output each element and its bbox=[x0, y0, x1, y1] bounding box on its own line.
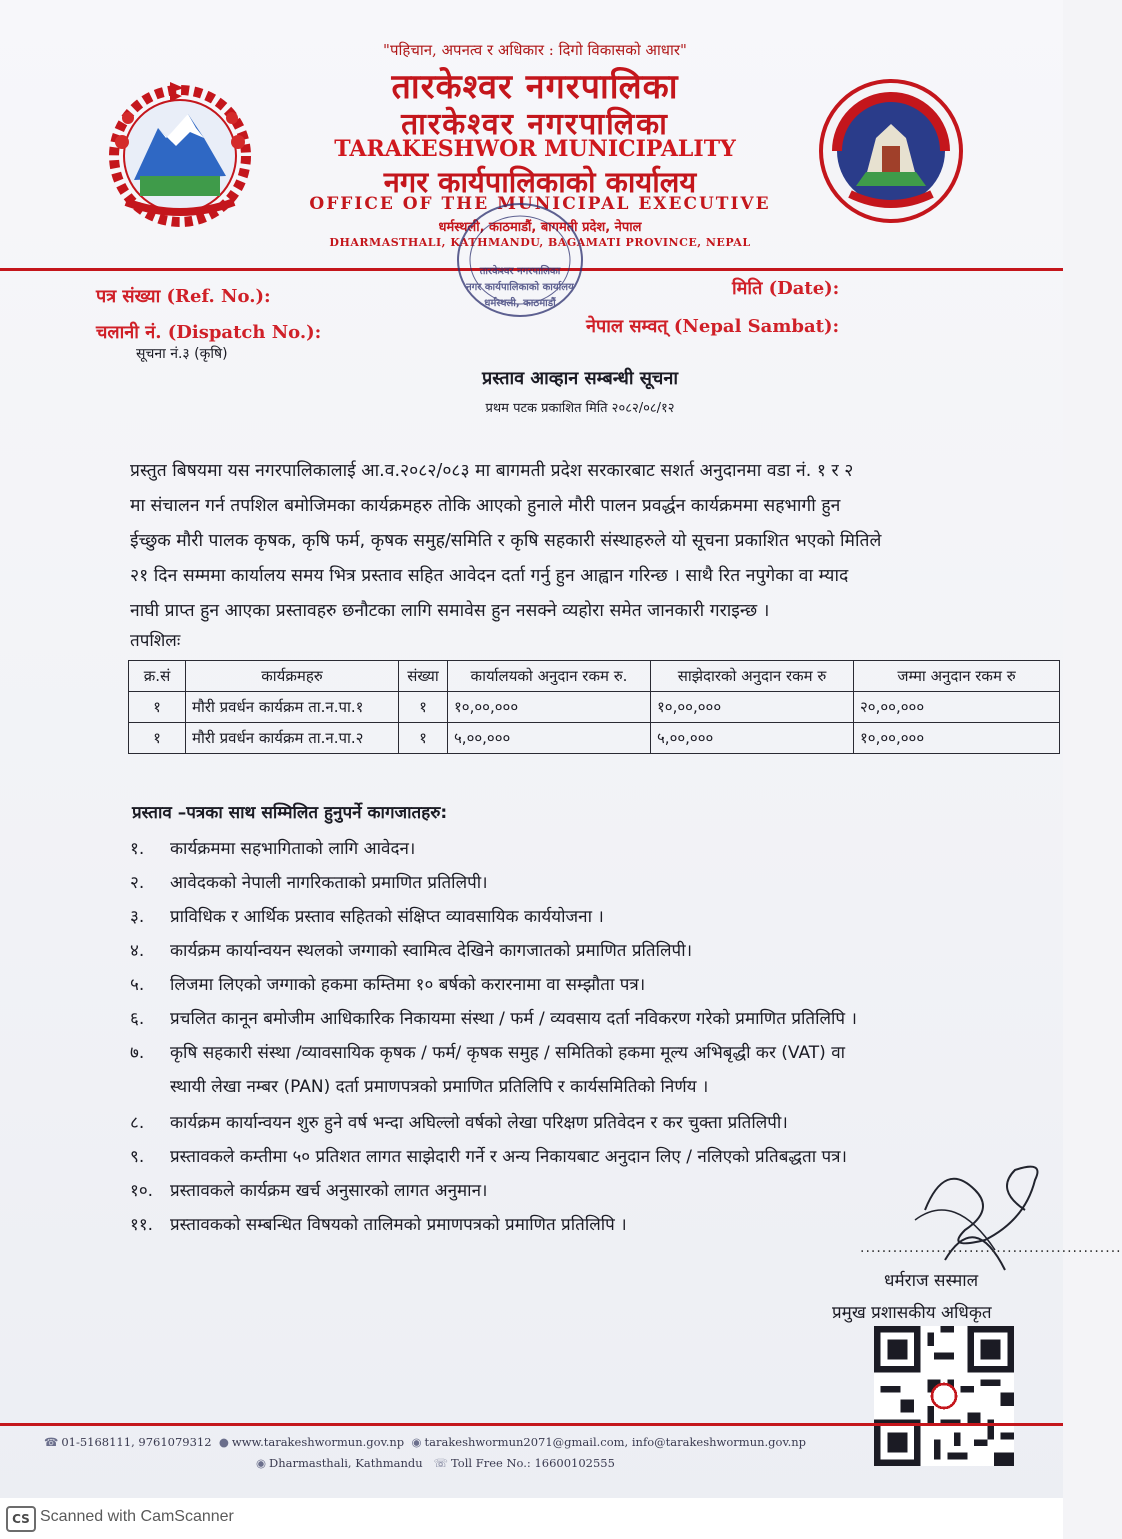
list-item-number: ५. bbox=[130, 975, 145, 995]
cell-count: १ bbox=[399, 723, 448, 754]
municipality-name-np-script: तारकेश्वर नगरपालिका bbox=[401, 107, 669, 142]
notice-title: प्रस्ताव आव्हान सम्बन्धी सूचना bbox=[481, 368, 679, 389]
stamp-icon bbox=[430, 185, 610, 335]
list-item-number: ४. bbox=[130, 941, 145, 961]
list-item bbox=[130, 1106, 1050, 1140]
list-item-text: आवेदकको नेपाली नागरिकताको प्रमाणित प्रतिलिपी। bbox=[170, 873, 488, 893]
list-item bbox=[130, 866, 1050, 900]
office-name-np: नगर कार्यपालिकाको कार्यालय bbox=[383, 165, 697, 199]
notice-line: २१ दिन सम्ममा कार्यालय समय भित्र प्रस्ताव सहित आवेदन दर्ता गर्नु हुन आह्वान गरिन्छ । साथै रित नपुगेका वा म्याद bbox=[130, 566, 849, 586]
cell-count: १ bbox=[399, 692, 448, 723]
list-item-number: ७. bbox=[130, 1043, 145, 1063]
scanner-watermark: Scanned with CamScanner bbox=[40, 1508, 234, 1525]
email-icon: ◉ bbox=[411, 1435, 422, 1449]
address-np: धर्मस्थली, काठमाडौं, बागमती प्रदेश, नेपाल bbox=[438, 220, 642, 235]
notice-body bbox=[130, 454, 1050, 629]
list-item bbox=[130, 1002, 1050, 1036]
notice-number: सूचना नं.३ (कृषि) bbox=[136, 346, 228, 362]
cell-serial: १ bbox=[129, 692, 186, 723]
ref-no-label: पत्र संख्या (Ref. No.): bbox=[96, 286, 271, 307]
stamp-line-3: धर्मस्थली, काठमाडौं bbox=[484, 298, 556, 309]
col-partner-grant: साझेदारको अनुदान रकम रु bbox=[651, 661, 854, 692]
scanner-bar bbox=[0, 1498, 1063, 1539]
notice-line: मा संचालन गर्न तपशिल बमोजिमका कार्यक्रमहरु तोकि आएको हुनाले मौरी पालन प्रवर्द्धन कार्यक्रममा सहभागी हुन bbox=[130, 496, 841, 516]
cell-total-grant: २०,००,००० bbox=[854, 692, 1060, 723]
office-stamp bbox=[430, 185, 610, 335]
cell-program: मौरी प्रवर्धन कार्यक्रम ता.न.पा.१ bbox=[186, 692, 399, 723]
list-item-number: ३. bbox=[130, 907, 145, 927]
list-item-text: प्रस्तावकले कार्यक्रम खर्च अनुसारको लागत अनुमान। bbox=[170, 1181, 488, 1201]
signatory-title: प्रमुख प्रशासकीय अधिकृत bbox=[832, 1303, 992, 1323]
phone-icon: ☎ bbox=[44, 1435, 59, 1449]
table-header-row bbox=[129, 661, 1060, 692]
signatory-name: धर्मराज सस्माल bbox=[884, 1271, 979, 1291]
list-item bbox=[130, 934, 1050, 968]
cell-partner-grant: ५,००,००० bbox=[651, 723, 854, 754]
list-item-number: ९. bbox=[130, 1147, 145, 1167]
cell-office-grant: १०,००,००० bbox=[448, 692, 651, 723]
list-item-number: १०. bbox=[130, 1181, 154, 1201]
list-item bbox=[130, 900, 1050, 934]
notice-line: प्रस्तुत बिषयमा यस नगरपालिकालाई आ.व.२०८२/०८३ मा बागमती प्रदेश सरकारबाट सशर्त अनुदानमा वडा नं. १ र २ bbox=[130, 461, 854, 481]
nepal-sambat-label: नेपाल सम्वत् (Nepal Sambat): bbox=[586, 316, 840, 337]
signature-icon bbox=[885, 1150, 1055, 1280]
location-icon: ◉ bbox=[256, 1456, 267, 1470]
program-table bbox=[128, 660, 1060, 754]
list-item bbox=[130, 1036, 1050, 1106]
signature-line: ................................................ bbox=[860, 1240, 1122, 1256]
notice-published-date: प्रथम पटक प्रकाशित मिति २०८२/०८/१२ bbox=[485, 401, 675, 416]
municipality-name-en: TARAKESHWOR MUNICIPALITY bbox=[334, 136, 736, 162]
list-item-text: प्राविधिक र आर्थिक प्रस्ताव सहितको संक्षिप्त व्यावसायिक कार्ययोजना । bbox=[170, 907, 604, 927]
list-item-number: ११. bbox=[130, 1215, 154, 1235]
list-item-text: प्रस्तावकको सम्बन्धित विषयको तालिमको प्रमाणपत्रको प्रमाणित प्रतिलिपि । bbox=[170, 1215, 627, 1235]
telephone-icon: ☏ bbox=[433, 1456, 449, 1470]
table-row bbox=[129, 723, 1060, 754]
list-item-text: कार्यक्रम कार्यान्वयन स्थलको जग्गाको स्वामित्व देखिने कागजातको प्रमाणित प्रतिलिपी। bbox=[170, 941, 693, 961]
notice-line: ईच्छुक मौरी पालक कृषक, कृषि फर्म, कृषक समुह/समिति र कृषि सहकारी संस्थाहरुले यो सूचना प्रकाशित भएको मितिले bbox=[130, 531, 882, 551]
details-label: तपशिलः bbox=[130, 631, 181, 651]
notice-line: नाघी प्राप्त हुन आएका प्रस्तावहरु छनौटका लागि समावेस हुन नसक्ने व्यहोरा समेत जानकारी गराइन्छ । bbox=[130, 601, 770, 621]
date-label: मिति (Date): bbox=[732, 278, 840, 299]
col-office-grant: कार्यालयको अनुदान रकम रु. bbox=[448, 661, 651, 692]
list-item-text-continued: स्थायी लेखा नम्बर (PAN) दर्ता प्रमाणपत्रको प्रमाणित प्रतिलिपि र कार्यसमितिको निर्णय । bbox=[170, 1077, 709, 1097]
footer-phone: 01-5168111, 9761079312 bbox=[61, 1435, 212, 1449]
camscanner-logo-icon: CS bbox=[6, 1506, 36, 1532]
header-slogan: "पहिचान, अपनत्व र अधिकार : दिगो विकासको आधार" bbox=[383, 41, 687, 59]
cell-office-grant: ५,००,००० bbox=[448, 723, 651, 754]
cell-total-grant: १०,००,००० bbox=[854, 723, 1060, 754]
list-item-text: लिजमा लिएको जग्गाको हकमा कम्तिमा १० बर्षको करारनामा वा सम्झौता पत्र। bbox=[170, 975, 646, 995]
cell-partner-grant: १०,००,००० bbox=[651, 692, 854, 723]
col-program: कार्यक्रमहरु bbox=[186, 661, 399, 692]
stamp-line-1: तारकेश्वर नगरपालिका bbox=[479, 266, 561, 277]
list-item-text: प्रचलित कानून बमोजीम आधिकारिक निकायमा संस्था / फर्म / व्यवसाय दर्ता नविकरण गरेको प्रमाणित प्रतिलिपि । bbox=[170, 1009, 857, 1029]
list-item-number: ८. bbox=[130, 1113, 145, 1133]
col-count: संख्या bbox=[399, 661, 448, 692]
stamp-line-2: नगर कार्यपालिकाको कार्यालय bbox=[466, 282, 574, 293]
footer-divider bbox=[0, 1423, 1063, 1426]
footer-address bbox=[256, 1456, 615, 1470]
table-row bbox=[129, 692, 1060, 723]
list-item bbox=[130, 968, 1050, 1002]
cell-program: मौरी प्रवर्धन कार्यक्रम ता.न.पा.२ bbox=[186, 723, 399, 754]
list-item bbox=[130, 832, 1050, 866]
address-en: DHARMASTHALI, KATHMANDU, BAGAMATI PROVINCE, NEPAL bbox=[329, 236, 751, 249]
dispatch-no-label: चलानी नं. (Dispatch No.): bbox=[96, 322, 322, 343]
col-total-grant: जम्मा अनुदान रकम रु bbox=[854, 661, 1060, 692]
footer-email[interactable]: tarakeshwormun2071@gmail.com, info@tarakeshwormun.gov.np bbox=[424, 1435, 807, 1449]
municipality-name-np: तारकेश्वर नगरपालिका bbox=[391, 67, 679, 107]
cell-serial: १ bbox=[129, 723, 186, 754]
list-item-number: १. bbox=[130, 839, 145, 859]
list-item-number: २. bbox=[130, 873, 145, 893]
footer-contacts bbox=[44, 1435, 806, 1449]
footer-website[interactable]: www.tarakeshwormun.gov.np bbox=[231, 1435, 405, 1449]
qr-code-icon bbox=[868, 1326, 1020, 1466]
globe-icon: ● bbox=[218, 1435, 229, 1449]
list-item-text: प्रस्तावकले कम्तीमा ५० प्रतिशत लागत साझेदारी गर्ने र अन्य निकायबाट अनुदान लिए / नलिएको प्रतिबद्धता पत्र। bbox=[170, 1147, 847, 1167]
col-serial: क्र.सं bbox=[129, 661, 186, 692]
list-item-text: कार्यक्रममा सहभागिताको लागि आवेदन। bbox=[170, 839, 416, 859]
list-item-text: कार्यक्रम कार्यान्वयन शुरु हुने वर्ष भन्दा अघिल्लो वर्षको लेखा परिक्षण प्रतिवेदन र कर चुक्ता प्रतिलिपी। bbox=[170, 1113, 788, 1133]
list-item-number: ६. bbox=[130, 1009, 145, 1029]
municipality-logo-icon bbox=[816, 76, 966, 226]
nepal-emblem-icon bbox=[100, 72, 260, 232]
documents-title: प्रस्ताव –पत्रका साथ सम्मिलित हुनुपर्ने कागजातहरु: bbox=[132, 803, 448, 823]
office-name-en: OFFICE OF THE MUNICIPAL EXECUTIVE bbox=[309, 194, 771, 214]
footer-tollfree: Toll Free No.: 16600102555 bbox=[451, 1456, 615, 1470]
footer-location: Dharmasthali, Kathmandu bbox=[269, 1456, 423, 1470]
list-item-text: कृषि सहकारी संस्था /व्यावसायिक कृषक / फर्म/ कृषक समुह / समितिको हकमा मूल्य अभिबृद्धी कर (VAT) वा bbox=[170, 1043, 846, 1063]
